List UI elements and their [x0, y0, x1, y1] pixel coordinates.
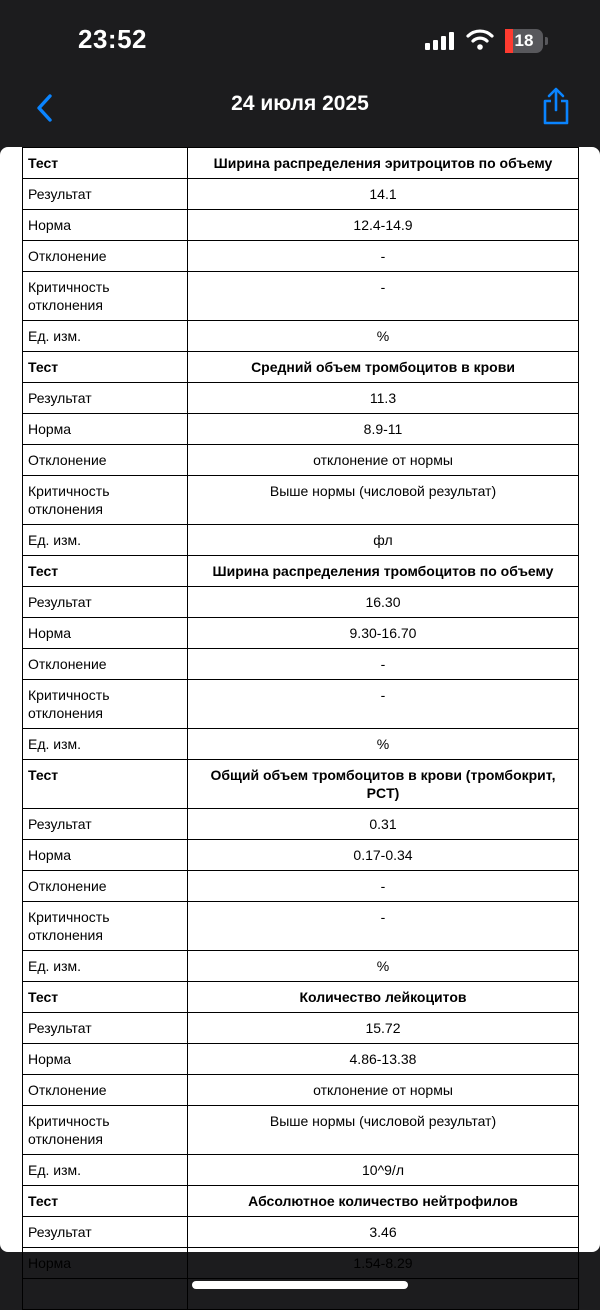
row-label [23, 1279, 188, 1310]
table-row-deviation [23, 649, 579, 680]
result-value: 0.31 [188, 809, 579, 840]
table-row-criticality [23, 1106, 579, 1155]
table-row-result [23, 383, 579, 414]
norm-value: 1.54-8.29 [188, 1248, 579, 1279]
row-label: Критичность отклонения [23, 476, 188, 525]
result-value: 11.3 [188, 383, 579, 414]
row-label: Отклонение [23, 1075, 188, 1106]
test-name: Абсолютное количество нейтрофилов [188, 1186, 579, 1217]
deviation-value: - [188, 241, 579, 272]
table-row-test [23, 352, 579, 383]
status-bar [0, 0, 600, 80]
battery-icon [505, 29, 549, 53]
row-label: Критичность отклонения [23, 1106, 188, 1155]
table-row-criticality [23, 680, 579, 729]
row-label: Норма [23, 414, 188, 445]
row-label: Критичность отклонения [23, 680, 188, 729]
table-row-result [23, 1217, 579, 1248]
test-name: Ширина распределения тромбоцитов по объему [188, 556, 579, 587]
row-label: Результат [23, 809, 188, 840]
test-name: Ширина распределения эритроцитов по объему [188, 148, 579, 179]
criticality-value: Выше нормы (числовой результат) [188, 1106, 579, 1155]
row-label: Критичность отклонения [23, 272, 188, 321]
row-label: Отклонение [23, 649, 188, 680]
test-name: Количество лейкоцитов [188, 982, 579, 1013]
navigation-bar [0, 80, 600, 142]
row-label: Отклонение [23, 445, 188, 476]
row-label: Результат [23, 587, 188, 618]
result-value: 16.30 [188, 587, 579, 618]
table-row-norm [23, 618, 579, 649]
results-sheet[interactable] [0, 147, 600, 1271]
result-value: 15.72 [188, 1013, 579, 1044]
deviation-value: отклонение от нормы [188, 1075, 579, 1106]
unit-value: % [188, 729, 579, 760]
row-label: Отклонение [23, 871, 188, 902]
table-row-norm [23, 1044, 579, 1075]
norm-value: 9.30-16.70 [188, 618, 579, 649]
table-row-result [23, 809, 579, 840]
result-value: 14.1 [188, 179, 579, 210]
table-row-result [23, 587, 579, 618]
norm-value: 4.86-13.38 [188, 1044, 579, 1075]
table-row-criticality [23, 902, 579, 951]
status-time: 23:52 [78, 24, 147, 54]
unit-value: фл [188, 525, 579, 556]
table-row-deviation [23, 241, 579, 272]
table-row-unit [23, 951, 579, 982]
row-label: Тест [23, 352, 188, 383]
row-label: Тест [23, 556, 188, 587]
table-row-deviation [23, 871, 579, 902]
table-row-deviation [23, 1075, 579, 1106]
row-label: Тест [23, 760, 188, 809]
table-row-norm [23, 840, 579, 871]
table-row-test [23, 760, 579, 809]
row-label: Результат [23, 1217, 188, 1248]
row-label: Ед. изм. [23, 321, 188, 352]
page-title: 24 июля 2025 [231, 92, 369, 115]
table-row-unit [23, 321, 579, 352]
battery-level: 18 [514, 31, 534, 50]
row-label: Результат [23, 383, 188, 414]
criticality-value: - [188, 902, 579, 951]
row-label: Результат [23, 179, 188, 210]
unit-value: % [188, 321, 579, 352]
row-label: Норма [23, 1044, 188, 1075]
row-label: Тест [23, 982, 188, 1013]
criticality-value: - [188, 272, 579, 321]
table-row-result [23, 179, 579, 210]
deviation-value: - [188, 649, 579, 680]
home-indicator[interactable] [192, 1281, 408, 1289]
table-row-norm [23, 1248, 579, 1279]
row-label: Тест [23, 1186, 188, 1217]
table-row-criticality [23, 476, 579, 525]
row-label: Ед. изм. [23, 951, 188, 982]
row-label: Норма [23, 840, 188, 871]
table-row-unit [23, 1155, 579, 1186]
row-label: Норма [23, 618, 188, 649]
norm-value: 8.9-11 [188, 414, 579, 445]
table-row-unit [23, 525, 579, 556]
test-name: Средний объем тромбоцитов в крови [188, 352, 579, 383]
norm-value: 12.4-14.9 [188, 210, 579, 241]
unit-value: % [188, 951, 579, 982]
cellular-signal-icon [425, 32, 455, 50]
result-value: 3.46 [188, 1217, 579, 1248]
wifi-icon [466, 28, 494, 50]
table-row-test [23, 1186, 579, 1217]
table-row-result [23, 1013, 579, 1044]
row-label: Тест [23, 148, 188, 179]
criticality-value: Выше нормы (числовой результат) [188, 476, 579, 525]
table-row-test [23, 982, 579, 1013]
table-row-criticality [23, 272, 579, 321]
norm-value: 0.17-0.34 [188, 840, 579, 871]
row-label: Ед. изм. [23, 729, 188, 760]
row-label: Норма [23, 1248, 188, 1279]
test-name: Общий объем тромбоцитов в крови (тромбокрит, PCT) [188, 760, 579, 809]
table-row-test [23, 148, 579, 179]
deviation-value: отклонение от нормы [188, 445, 579, 476]
row-label: Критичность отклонения [23, 902, 188, 951]
row-label: Норма [23, 210, 188, 241]
row-label: Результат [23, 1013, 188, 1044]
table-row-unit [23, 729, 579, 760]
table-row-deviation [23, 445, 579, 476]
unit-value: 10^9/л [188, 1155, 579, 1186]
results-table [22, 147, 579, 1310]
row-label: Ед. изм. [23, 525, 188, 556]
table-row-norm [23, 414, 579, 445]
table-row-test [23, 556, 579, 587]
row-label: Отклонение [23, 241, 188, 272]
deviation-value: - [188, 871, 579, 902]
table-row-norm [23, 210, 579, 241]
criticality-value: - [188, 680, 579, 729]
row-label: Ед. изм. [23, 1155, 188, 1186]
share-icon[interactable] [540, 86, 572, 126]
